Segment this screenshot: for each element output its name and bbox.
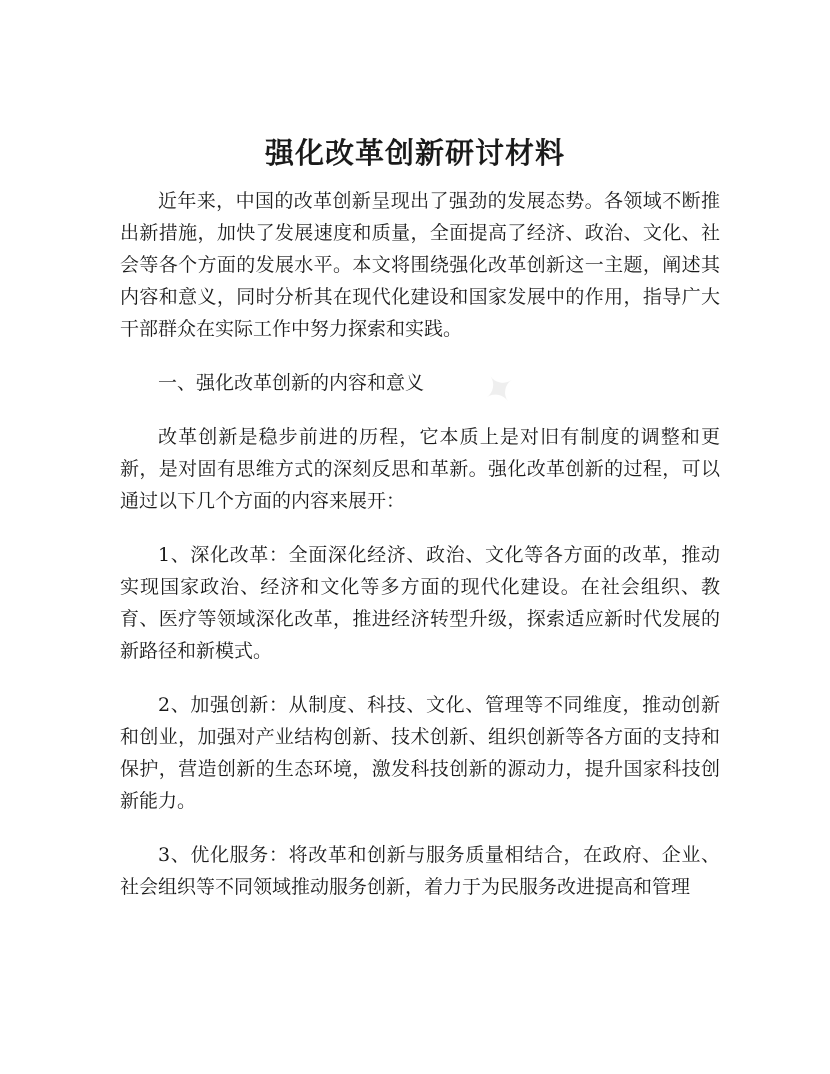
watermark: ✦ [473,361,527,419]
intro-paragraph: 近年来，中国的改革创新呈现出了强劲的发展态势。各领域不断推出新措施，加快了发展速度和质量，全面提高了经济、政治、文化、社会等各个方面的发展水平。本文将围绕强化改革创新这一主题，阐述其内容和意义，同时分析其在现代化建设和国家发展中的作用，指导广大干部群众在实际工作中努力探索和实践。 [120,190,720,340]
list-item-deepen-reform: 1、深化改革：全面深化经济、政治、文化等各方面的改革，推动实现国家政治、经济和文化等多方面的现代化建设。在社会组织、教育、医疗等领域深化改革，推进经济转型升级，探索适应新时代发展的新路径和新模式。 [120,544,720,662]
document-title: 强化改革创新研讨材料 [264,136,565,170]
section-heading: 一、强化改革创新的内容和意义 [158,372,425,394]
document-body [120,185,720,925]
list-item-strengthen-innovation: 2、加强创新：从制度、科技、文化、管理等不同维度，推动创新和创业，加强对产业结构创新、技术创新、组织创新等各方面的支持和保护，营造创新的生态环境，激发科技创新的源动力，提升国家科技创新能力。 [120,694,720,812]
list-item-optimize-service: 3、优化服务：将改革和创新与服务质量相结合，在政府、企业、社会组织等不同领域推动服务创新，着力于为民服务改进提高和管理 [120,844,720,898]
body-paragraph: 改革创新是稳步前进的历程，它本质上是对旧有制度的调整和更新，是对固有思维方式的深刻反思和革新。强化改革创新的过程，可以通过以下几个方面的内容来展开： [120,426,720,512]
